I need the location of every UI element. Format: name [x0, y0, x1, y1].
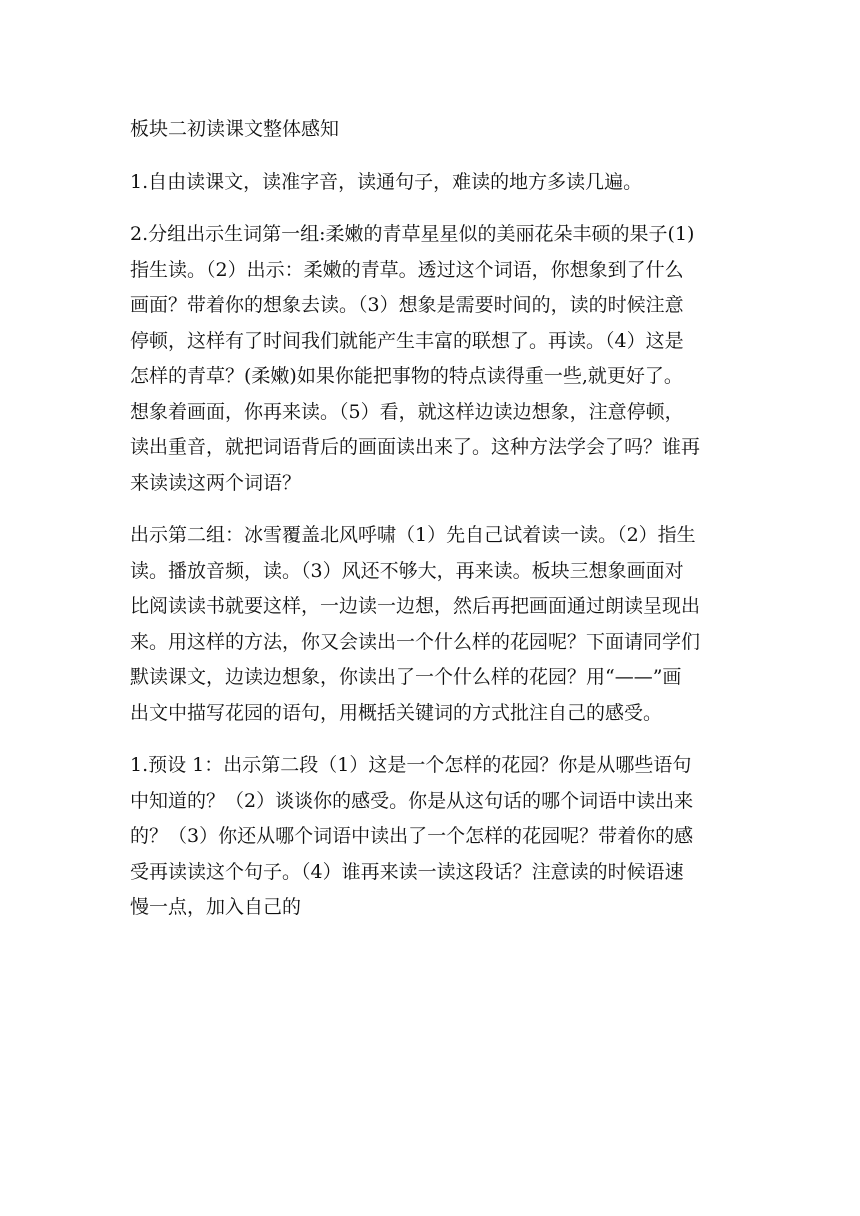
text-line: 来。用这样的方法，你又会读出一个什么样的花园呢？下面请同学们 [130, 630, 701, 653]
text-line: 的？（3）你还从哪个词语中读出了一个怎样的花园呢？带着你的感 [130, 825, 694, 847]
text-line: 停顿，这样有了时间我们就能产生丰富的联想了。再读。（4）这是 [130, 329, 684, 352]
paragraph-2 [130, 217, 750, 501]
text-line: 读。播放音频，读。（3）风还不够大，再来读。板块三想象画面对 [130, 559, 684, 582]
text-line: 受再读读这个句子。（4）谁再来读一读这段话？注意读的时候语速 [130, 860, 684, 883]
text-line: 慢一点，加入自己的 [130, 896, 302, 918]
text-line: 画面？带着你的想象去读。（3）想象是需要时间的，读的时候注意 [130, 294, 684, 316]
text-line: 出示第二组：冰雪覆盖北风呼啸（1）先自己试着读一读。（2）指生 [130, 524, 696, 546]
paragraph-1 [130, 165, 750, 201]
text-line: 2.分组出示生词第一组:柔嫩的青草星星似的美丽花朵丰硕的果子(1) [130, 223, 695, 245]
text-line: 默读课文，边读边想象，你读出了一个什么样的花园？用“——”画 [130, 666, 682, 688]
paragraph-3 [130, 518, 750, 731]
text-line: 读出重音，就把词语背后的画面读出来了。这种方法学会了吗？谁再 [130, 436, 701, 458]
text-line: 来读读这两个词语？ [130, 471, 302, 494]
section-heading: 板块二初读课文整体感知 [130, 118, 340, 140]
text-line: 怎样的青草？(柔嫩)如果你能把事物的特点读得重一些,就更好了。 [130, 365, 683, 387]
paragraph-4 [130, 748, 750, 926]
text-line: 1.自由读课文，读准字音，读通句子，难读的地方多读几遍。 [130, 170, 643, 193]
text-line: 中知道的？（2）谈谈你的感受。你是从这句话的哪个词语中读出来 [130, 789, 694, 812]
text-line: 指生读。（2）出示：柔嫩的青草。透过这个词语，你想象到了什么 [130, 258, 684, 281]
text-line: 比阅读读书就要这样，一边读一边想，然后再把画面通过朗读呈现出 [130, 595, 701, 617]
text-line: 出文中描写花园的语句，用概括关键词的方式批注自己的感受。 [130, 701, 663, 724]
text-line: 想象着画面，你再来读。（5）看，就这样边读边想象，注意停顿， [130, 400, 684, 423]
text-line: 1.预设 1：出示第二段（1）这是一个怎样的花园？你是从哪些语句 [130, 754, 692, 776]
document-body [130, 112, 750, 943]
